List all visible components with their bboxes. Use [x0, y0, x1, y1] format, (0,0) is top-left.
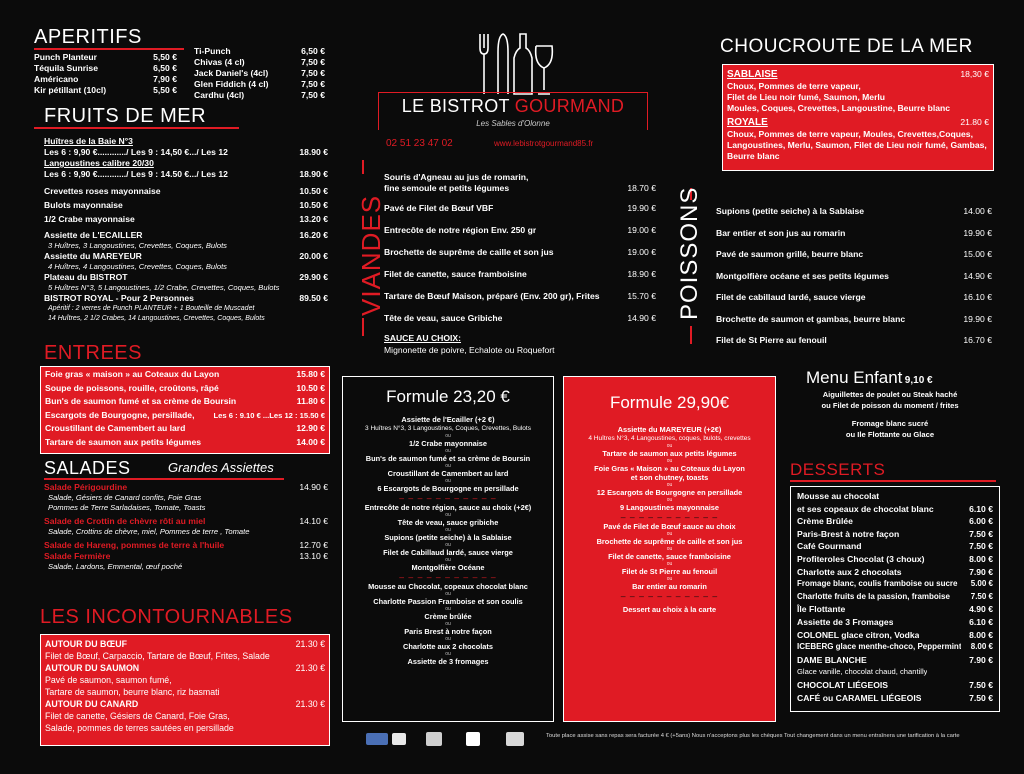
oysters-title: Huîtres de la Baie N°3 — [44, 136, 133, 146]
list-item: Pavé de Filet de Bœuf VBF 19.90 € — [384, 203, 656, 213]
or-separator: ou — [666, 443, 673, 449]
choucroute-box — [722, 64, 994, 171]
item-description: Moules, Coques, Crevettes, Langoustine, Beurre blanc — [727, 103, 951, 113]
list-item: Profiteroles Chocolat (3 choux) 8.00 € — [797, 553, 993, 564]
item-description: Choux, Pommes de terre vapeur, Moules, Crevettes,Coques, — [727, 129, 973, 139]
list-item: ROYALE 21.80 € — [727, 117, 989, 128]
menu-option: Paris Brest à notre façon — [404, 627, 492, 636]
label-logo-icon — [426, 732, 442, 746]
aperitifs-underline — [34, 48, 184, 50]
brand-tagline: Les Sables d'Olonne — [476, 119, 550, 128]
menu-enfant-details: Aiguillettes de poulet ou Steak haché ou Filet de poisson du moment / frites Fromage blanc sucré ou Ile Flottante ou Glace — [821, 390, 959, 439]
menu-option: Dessert au choix à la carte — [622, 605, 717, 614]
list-item: Plateau du BISTROT 29.90 € — [44, 272, 328, 282]
menu-option: Tête de veau, sauce gribiche — [397, 518, 499, 527]
menu-option: Assiette du MAREYEUR (+2€) — [617, 425, 722, 434]
list-item: CAFÉ ou CARAMEL LIÉGEOIS 7.50 € — [797, 692, 993, 703]
aperitifs-title: APERITIFS — [34, 26, 142, 48]
list-item: Cardhu (4cl) 7,50 € — [194, 90, 325, 100]
formule-23-title: Formule 23,20 € — [386, 387, 510, 406]
incontournables-box — [40, 634, 330, 746]
item-description: Choux, Pommes de terre vapeur, — [727, 81, 861, 91]
item-description: 4 Huîtres, 4 Langoustines, Crevettes, Coques, Bulots — [48, 262, 227, 271]
menu-option: Pavé de Filet de Bœuf sauce au choix — [603, 522, 736, 531]
aperitifs-left-list — [34, 52, 177, 96]
menu-option: Mousse au Chocolat, copeaux chocolat blanc — [368, 582, 528, 591]
poissons-title: POISSONS — [676, 186, 703, 320]
menu-option: 6 Escargots de Bourgogne en persillade — [377, 484, 519, 493]
list-item: Américano 7,90 € — [34, 74, 177, 84]
list-item: Filet de canette, sauce framboisine 18.90 € — [384, 269, 656, 279]
menu-option: Tartare de saumon aux petits légumes — [602, 449, 737, 458]
list-item: Salade de Crottin de chèvre rôti au miel 14.10 € — [44, 516, 328, 526]
or-separator: ou — [445, 527, 451, 533]
or-separator: ou — [445, 433, 451, 439]
list-item: Charlotte aux 2 chocolats 7.90 € — [797, 566, 993, 577]
restaurant-label-icon — [466, 732, 480, 746]
or-separator: ou — [666, 497, 673, 503]
or-separator: ou — [445, 606, 451, 612]
list-item: Bulots mayonnaise 10.50 € — [44, 200, 328, 210]
salades-list — [44, 482, 328, 572]
list-item: Escargots de Bourgogne, persillade, Les 6 : 9.10 € ...Les 12 : 15.50 € — [45, 409, 325, 420]
menu-option: Supions (petite seiche) à la Sablaise — [384, 533, 512, 542]
list-item: Jack Daniel's (4cl) 7,50 € — [194, 68, 325, 78]
list-item: Tartare de saumon aux petits légumes 14.00 € — [45, 436, 325, 447]
or-separator: ou — [445, 651, 451, 657]
list-item: Crème Brûlée 6.00 € — [797, 516, 993, 527]
oysters-line: Les 6 : 9,90 €............/ Les 9 : 14,50 €.../ Les 12 18.90 € — [44, 147, 328, 157]
list-item: Soupe de poissons, rouille, croûtons, râpé 10.50 € — [45, 382, 325, 393]
brand-phone: 02 51 23 47 02 — [386, 138, 453, 149]
menu-option: Brochette de suprême de caille et son jus — [596, 537, 743, 546]
langoustines-title: Langoustines calibre 20/30 — [44, 158, 154, 168]
menu-option: Bun's de saumon fumé et sa crème de Boursin — [365, 454, 531, 463]
fruits-title: FRUITS DE MER — [44, 105, 207, 127]
menu-option: Assiette de 3 fromages — [407, 657, 489, 666]
list-item: ICEBERG glace menthe-choco, Peppermint 8.00 € — [797, 642, 993, 652]
menu-option: Foie Gras « Maison » au Coteaux du Layon — [594, 464, 745, 473]
incontournables-title: LES INCONTOURNABLES — [40, 606, 293, 628]
brand-website[interactable]: www.lebistrotgourmand85.fr — [494, 139, 594, 148]
list-item: Tartare de Bœuf Maison, préparé (Env. 200 gr), Frites 15.70 € — [384, 291, 656, 301]
menu-option: Assiette de l'Ecailler (+2 €) — [401, 415, 495, 424]
list-item: Pavé de saumon grillé, beurre blanc 15.00 € — [716, 249, 992, 259]
divider: – – – – – – – – – – – — [399, 572, 497, 582]
list-item: Brochette de saumon et gambas, beurre blanc 19.90 € — [716, 313, 992, 324]
or-separator: ou — [445, 512, 451, 518]
menu-enfant-title: Menu Enfant 9,10 € — [806, 368, 933, 387]
desserts-underline — [790, 480, 996, 482]
salades-subtitle: Grandes Assiettes — [168, 460, 274, 475]
divider: – – – – – – – – – – – — [620, 591, 719, 601]
desserts-box — [790, 486, 1000, 712]
list-item: Brochette de suprême de caille et son jus 19.00 € — [384, 247, 656, 257]
item-description: Tartare de saumon, beurre blanc, riz basmati — [45, 687, 220, 697]
langoustines-line: Les 6 : 9,90 €............/ Les 9 : 14.50 €.../ Les 12 18.90 € — [44, 169, 328, 179]
formule-23-box — [342, 376, 554, 722]
list-item: Croustillant de Camembert au lard 12.90 € — [45, 423, 325, 433]
item-description: Filet de Bœuf, Carpaccio, Tartare de Bœuf, Frites, Salade — [45, 651, 270, 661]
or-separator: ou — [666, 531, 673, 537]
list-item: Foie gras « maison » au Coteaux du Layon 15.80 € — [45, 369, 325, 379]
salades-title: SALADES — [44, 458, 131, 478]
or-separator: ou — [666, 482, 673, 488]
item-description: Pavé de saumon, saumon fumé, — [45, 675, 172, 685]
aperitifs-right-list — [194, 46, 325, 101]
item-description: 3 Huîtres, 3 Langoustines, Crevettes, Coques, Bulots — [48, 241, 227, 250]
viandes-bar-top — [362, 160, 364, 174]
item-description: Salade, Lardons, Emmental, œuf poché — [48, 562, 183, 571]
list-item: Mousse au chocolat — [797, 491, 880, 501]
list-item: COLONEL glace citron, Vodka 8.00 € — [797, 629, 993, 640]
list-item: Paris-Brest à notre façon 7.50 € — [797, 528, 993, 539]
menu-option: Bar entier au romarin — [632, 582, 707, 591]
menu-option-detail: 4 Huîtres N°3, 4 Langoustines, coques, bulots, crevettes — [588, 435, 751, 442]
choucroute-title: CHOUCROUTE DE LA MER — [720, 36, 973, 57]
list-item: Montgolfière océane et ses petits légumes 14.90 € — [716, 270, 992, 281]
list-item: Fromage blanc, coulis framboise ou sucre 5.00 € — [797, 579, 993, 589]
or-separator: ou — [666, 576, 673, 582]
fruits-list — [44, 136, 328, 324]
desserts-title: DESSERTS — [790, 460, 886, 479]
list-item: BISTROT ROYAL - Pour 2 Personnes 89.50 € — [44, 293, 328, 303]
list-item: Assiette de 3 Fromages 6.10 € — [797, 616, 993, 627]
cutlery-bottle-glass-icon — [470, 32, 554, 96]
poissons-bar-bottom — [690, 326, 692, 344]
list-item: Filet de St Pierre au fenouil 16.70 € — [716, 335, 992, 345]
menu-option: Crème brûlée — [424, 612, 472, 621]
formule-29-title: Formule 29,90€ — [609, 393, 730, 412]
item-description: 14 Huîtres, 2 1/2 Crabes, 14 Langoustines, Crevettes, Coques, Bulots — [48, 315, 265, 322]
formule-29-box — [563, 376, 776, 722]
list-item: Punch Planteur 5,50 € — [34, 52, 177, 62]
poissons-list — [716, 206, 992, 346]
list-item: AUTOUR DU BŒUF 21.30 € — [45, 639, 325, 649]
brand-name: LE BISTROT GOURMAND — [401, 96, 625, 116]
list-item: Filet de cabillaud lardé, sauce vierge 16.10 € — [716, 292, 992, 302]
list-item: AUTOUR DU SAUMON 21.30 € — [45, 663, 325, 673]
menu-option: Charlotte Passion Framboise et son coulis — [373, 597, 523, 606]
list-item: Charlotte fruits de la passion, framboise 7.50 € — [797, 591, 993, 601]
item-description: Salade, Crottins de chèvre, miel, Pommes de terre , Tomate — [48, 527, 250, 536]
list-item: Café Gourmand 7.50 € — [797, 541, 993, 552]
divider: – – – – – – – – – – – — [620, 512, 719, 522]
or-separator: ou — [666, 546, 673, 552]
card-logo-icon — [366, 733, 388, 745]
menu-option: Charlotte aux 2 chocolats — [403, 642, 493, 651]
list-item: Chivas (4 cl) 7,50 € — [194, 57, 325, 67]
list-item: Assiette de L'ECAILLER 16.20 € — [44, 230, 328, 240]
item-description: 5 Huîtres N°3, 5 Langoustines, 1/2 Crabe, Crevettes, Coques, Bulots — [48, 283, 280, 292]
list-item: Supions (petite seiche) à la Sablaise 14.00 € — [716, 206, 992, 216]
entrees-box — [40, 366, 330, 454]
item-description: Filet de Lieu noir fumé, Saumon, Merlu — [727, 92, 886, 102]
item-description: Pommes de Terre Sarladaises, Tomate, Toasts — [48, 503, 206, 512]
list-item: Salade Fermière 13.10 € — [44, 551, 328, 561]
item-description: Salade, pommes de terres sautées en persillade — [45, 723, 234, 733]
list-item: Kir pétillant (10cl) 5,50 € — [34, 85, 177, 95]
list-item: Tête de veau, sauce Gribiche 14.90 € — [384, 313, 656, 323]
menu-option: Filet de canette, sauce framboisine — [608, 552, 731, 561]
list-item: Salade de Hareng, pommes de terre à l'huile 12.70 € — [44, 540, 328, 550]
or-separator: ou — [445, 621, 451, 627]
menu-option: 9 Langoustines mayonnaise — [620, 503, 719, 512]
divider: – – – – – – – – – – – — [399, 493, 497, 503]
or-separator: ou — [445, 448, 451, 454]
item-description: Beurre blanc — [727, 151, 780, 161]
viandes-list — [384, 172, 656, 356]
list-item: SABLAISE 18,30 € — [727, 69, 989, 80]
list-item: Bar entier et son jus au romarin 19.90 € — [716, 227, 992, 238]
list-item: Salade Périgourdine 14.90 € — [44, 482, 328, 492]
item-description: Langoustines, Merlu, Saumon, Filet de Lieu noir fumé, Gambas, — [727, 140, 987, 150]
menu-option: Filet de St Pierre au fenouil — [621, 567, 718, 576]
or-separator: ou — [445, 591, 451, 597]
list-item: DAME BLANCHE 7.90 € — [797, 654, 993, 665]
list-item: Souris d'Agneau au jus de romarin, — [384, 172, 529, 182]
sauce-options: Mignonette de poivre, Echalote ou Roquefort — [384, 345, 555, 355]
list-item: Glen Fiddich (4 cl) 7,50 € — [194, 79, 325, 89]
or-separator: ou — [445, 542, 451, 548]
cheque-logo-icon — [506, 732, 524, 746]
fruits-underline — [34, 127, 239, 129]
viandes-title: VIANDES — [356, 194, 386, 316]
viandes-bar-bottom — [362, 318, 364, 336]
item-description: Apéritif : 2 verres de Punch PLANTEUR + 1 Bouteille de Muscadet — [48, 305, 255, 312]
menu-option: Entrecôte de notre région, sauce au choix (+2€) — [364, 503, 532, 512]
list-item: Bun's de saumon fumé et sa crème de Boursin 11.80 € — [45, 396, 325, 406]
list-item: Ti-Punch 6,50 € — [194, 46, 325, 56]
menu-option: 1/2 Crabe mayonnaise — [408, 439, 488, 448]
or-separator: ou — [666, 458, 673, 464]
menu-option: Filet de Cabillaud lardé, sauce vierge — [383, 548, 513, 557]
list-item: fine semoule et petits légumes 18.70 € — [384, 183, 656, 193]
list-item: 1/2 Crabe mayonnaise 13.20 € — [44, 214, 328, 224]
list-item: CHOCOLAT LIÉGEOIS 7.50 € — [797, 679, 993, 690]
list-item: Entrecôte de notre région Env. 250 gr 19.00 € — [384, 225, 656, 235]
list-item: et ses copeaux de chocolat blanc 6.10 € — [797, 503, 993, 514]
list-item: Assiette du MAREYEUR 20.00 € — [44, 251, 328, 261]
sauce-title: SAUCE AU CHOIX: — [384, 333, 462, 343]
item-description: Salade, Gésiers de Canard confits, Foie Gras — [48, 493, 202, 502]
salades-underline — [44, 478, 284, 480]
item-description: Glace vanille, chocolat chaud, chantilly — [797, 667, 928, 677]
or-separator: ou — [666, 561, 673, 567]
or-separator: ou — [445, 463, 451, 469]
list-item: Crevettes roses mayonnaise 10.50 € — [44, 186, 328, 196]
menu-option-detail: 3 Huîtres N°3, 3 Langoustines, Coques, Crevettes, Bulots — [365, 425, 531, 432]
visa-logo-icon — [392, 733, 406, 745]
menu-option: Croustillant de Camembert au lard — [387, 469, 509, 478]
menu-option: Montgolfière Océane — [411, 563, 485, 572]
entrees-title: ENTREES — [44, 342, 142, 364]
list-item: Île Flottante 4.90 € — [797, 604, 993, 615]
footer-note: Toute place assise sans repas sera facturée 4 € (+5ans) Nous n'acceptons plus les chèques Tout changement dans un menu entraînera une tarification à la carte — [546, 733, 960, 739]
menu-option-detail: et son chutney, toasts — [630, 473, 709, 482]
item-description: Filet de canette, Gésiers de Canard, Foie Gras, — [45, 711, 230, 721]
or-separator: ou — [445, 636, 451, 642]
or-separator: ou — [445, 478, 451, 484]
list-item: Téquila Sunrise 6,50 € — [34, 63, 177, 73]
or-separator: ou — [445, 557, 451, 563]
menu-option: 12 Escargots de Bourgogne en persillade — [596, 488, 743, 497]
list-item: AUTOUR DU CANARD 21.30 € — [45, 699, 325, 709]
